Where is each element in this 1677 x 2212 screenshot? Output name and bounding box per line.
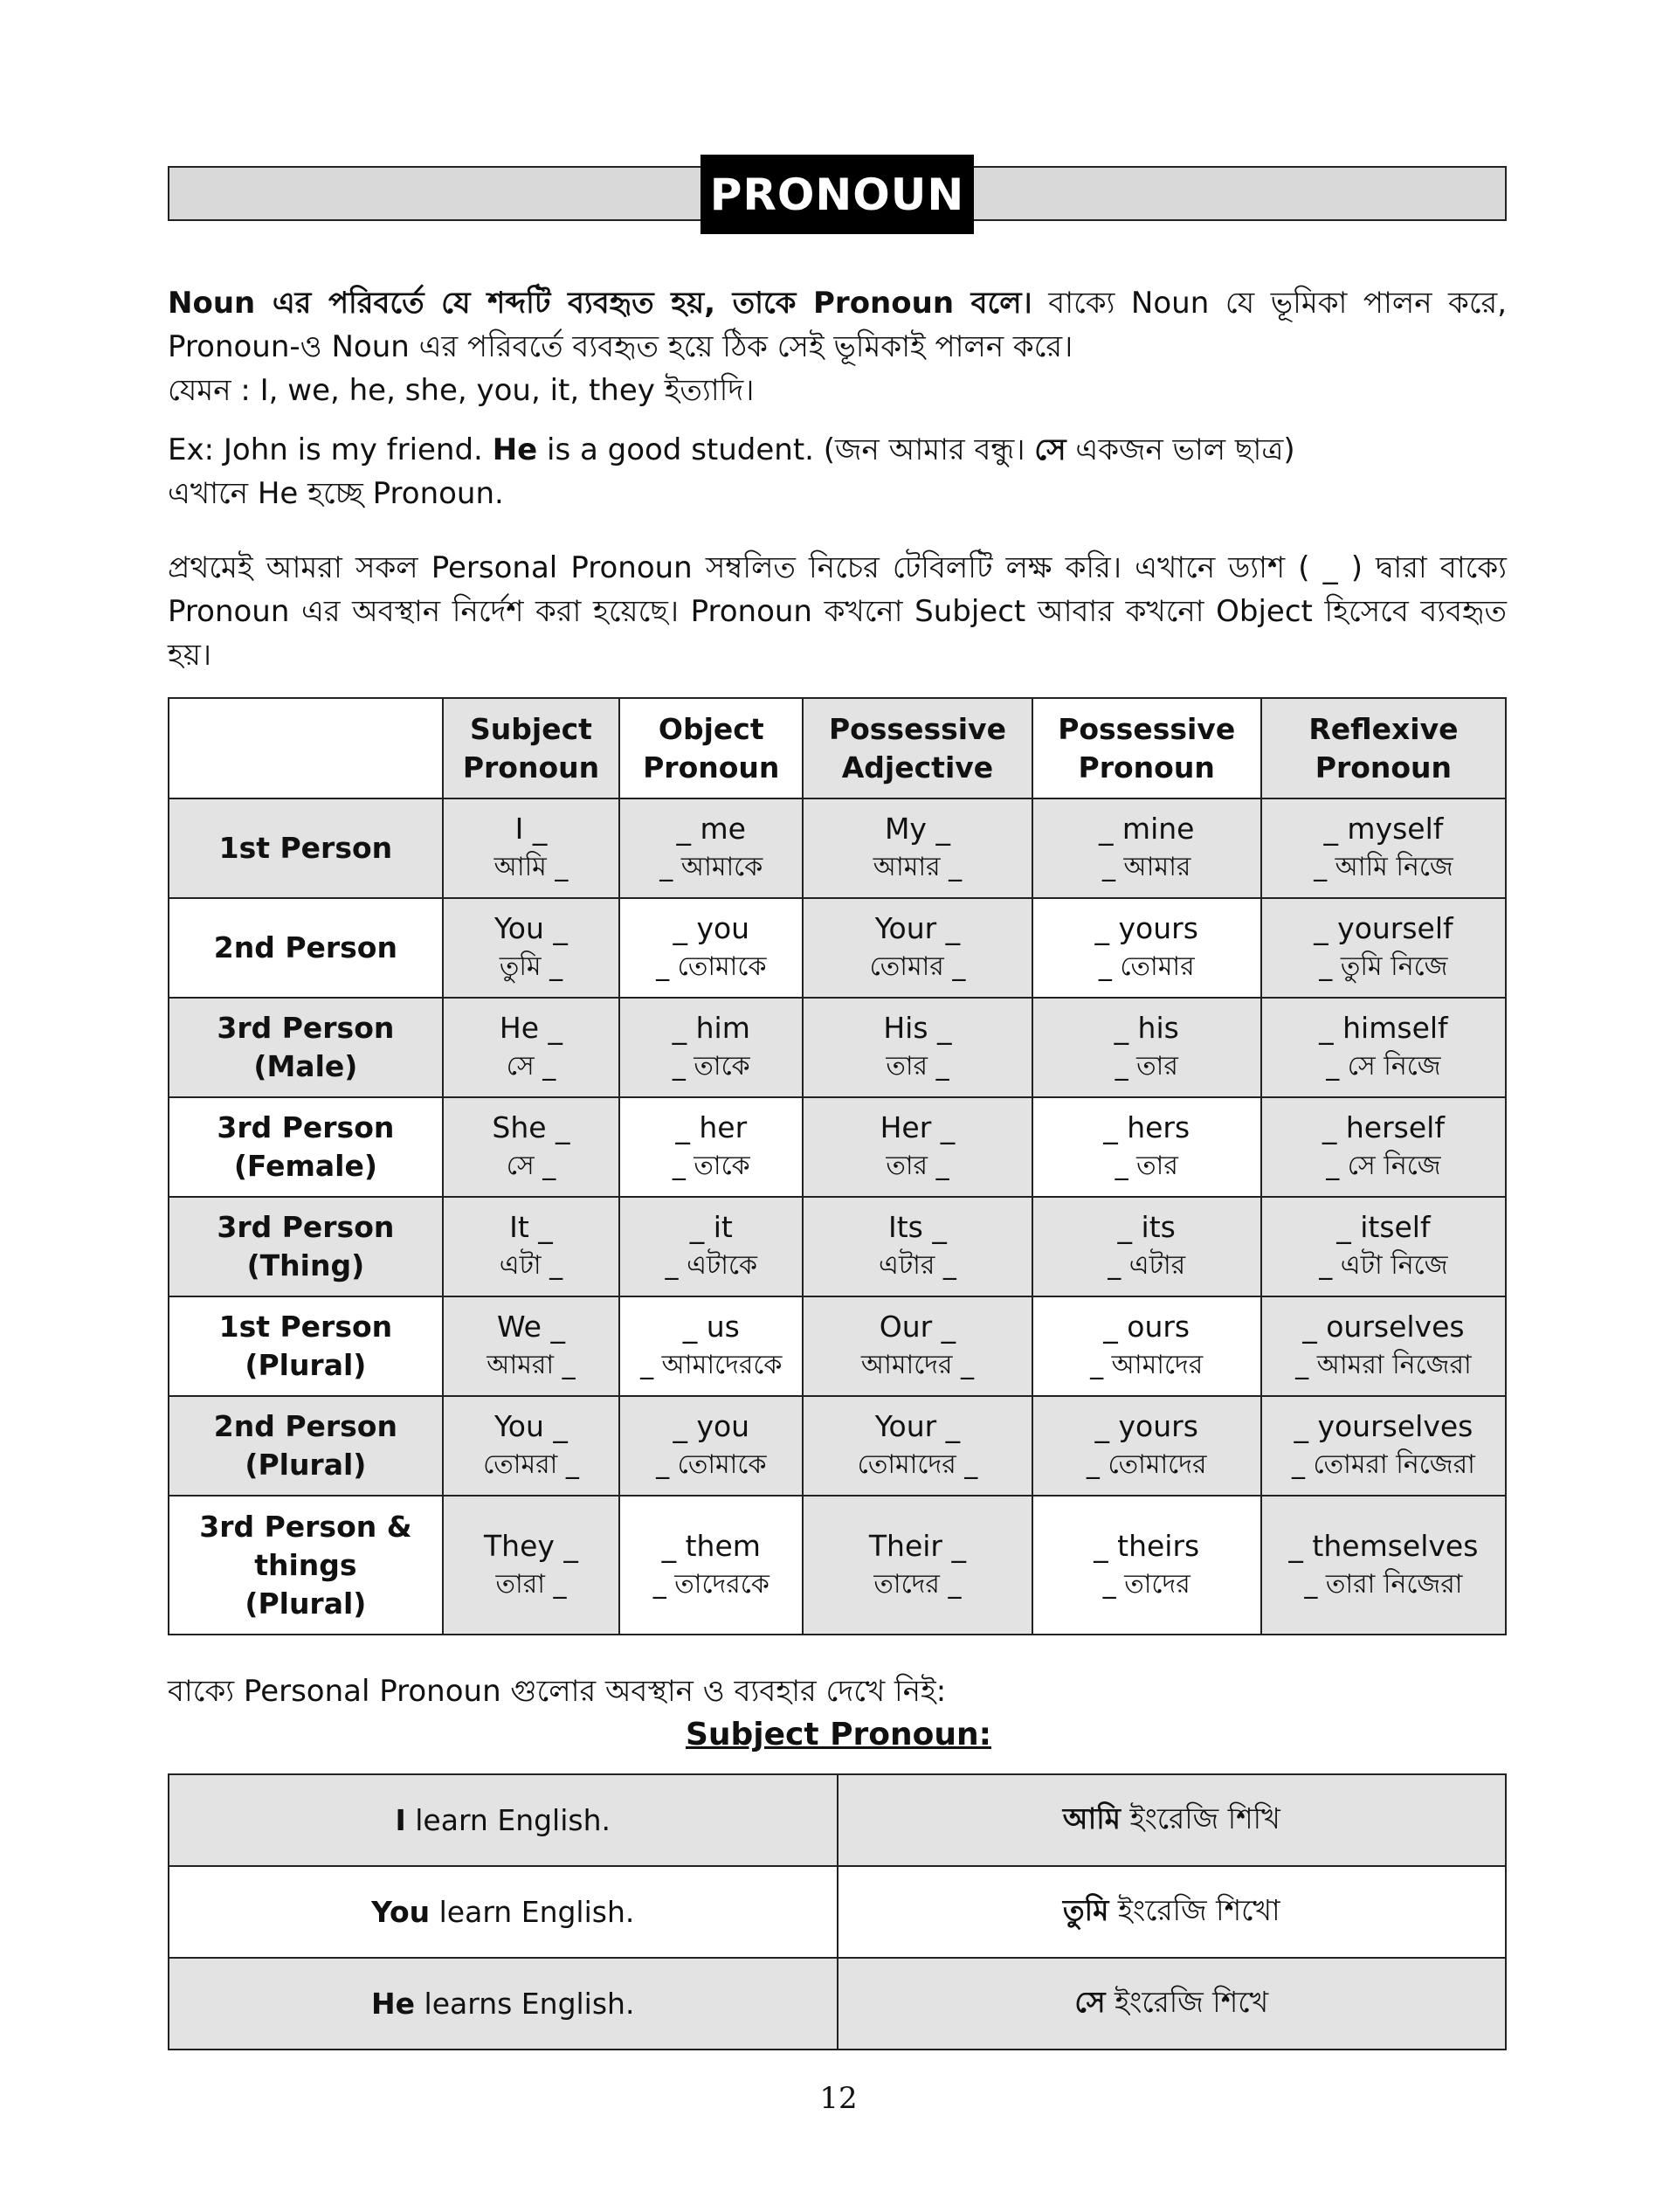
table-cell [803,1396,1032,1496]
table-cell [619,998,803,1097]
row-label-line: 1st Person [218,1310,393,1344]
bangla-form: _ তোমাকে [656,1449,767,1480]
bangla-form: _ আমাকে [659,852,763,882]
table-cell [1032,1296,1261,1396]
row-label-line: 3rd Person [217,1011,395,1045]
table-cell [1261,1396,1506,1496]
table-cell [619,1296,803,1396]
english-form: We _ [496,1310,565,1344]
table-cell [803,1296,1032,1396]
example-row [169,1958,1506,2050]
bangla-form: _ তাদেরকে [652,1568,769,1600]
row-label-line: 3rd Person [217,1210,395,1244]
sentence-rest: learn English. [405,1803,611,1837]
bangla-form: _ সে নিজে [1326,1151,1441,1181]
example-bold: সে [1034,432,1066,467]
row-label [169,1296,443,1396]
english-form: _ theirs [1094,1528,1200,1563]
bangla-form: আমার _ [873,852,963,882]
table-header-row [169,698,1506,798]
bangla-form: _ তোমাদের [1086,1449,1207,1480]
intro-paragraph [168,281,1507,412]
table-cell [443,898,619,998]
bangla-form: _ তুমি নিজে [1319,951,1448,982]
table-intro: প্রথমেই আমরা সকল Personal Pronoun সম্বলিত নিচের টেবিলটি লক্ষ করি। এখানে ড্যাশ ( _ ) দ্বারা বাক্যে Pronoun এর অবস্থান নির্দেশ করা হয়েছে। Pronoun কখনো Subject আবার কখনো Object হিসেবে ব্যবহৃত হয়। [168,550,1507,673]
example-bold: He [492,432,538,467]
row-label-line: (Thing) [246,1248,365,1282]
column-header [1032,698,1261,798]
header-line: Reflexive [1308,711,1459,746]
row-label-line: things [254,1547,357,1582]
table-cell [1032,1197,1261,1296]
english-form: _ its [1117,1210,1176,1244]
english-form: Her _ [880,1110,956,1144]
english-form: _ me [676,812,746,846]
bangla-form: _ তার [1115,1151,1178,1181]
table-cell [619,1396,803,1496]
table-cell [1261,1197,1506,1296]
english-form: You _ [494,911,568,945]
bangla-form: এটার _ [879,1250,956,1281]
table-cell [443,1496,619,1635]
english-form: _ themselves [1288,1528,1479,1563]
table-cell [443,1197,619,1296]
subject-word: আমি [1062,1801,1121,1835]
bangla-sentence [838,1958,1507,2050]
english-form: Its _ [888,1210,947,1244]
row-label-line: 2nd Person [213,1409,397,1443]
bangla-form: _ তাদের [1102,1568,1190,1600]
sentence-rest: learns English. [415,1987,635,2021]
english-sentence [169,1866,838,1958]
table-cell [803,1097,1032,1197]
english-form: _ yours [1094,911,1198,945]
row-label-line: (Male) [253,1049,358,1083]
example-text: Ex: John is my friend. [168,432,493,467]
bangla-form: সে _ [506,1051,556,1082]
subject-word: You [371,1895,431,1929]
header-line: Pronoun [643,750,780,785]
examples-line: যেমন : I, we, he, she, you, it, they ইত্যাদি। [168,373,755,408]
bangla-form: _ সে নিজে [1326,1051,1441,1082]
bangla-form: আমরা _ [487,1350,576,1380]
example-row [169,1866,1506,1958]
table-cell [1032,998,1261,1097]
table-cell [803,898,1032,998]
bangla-form: _ এটা নিজে [1319,1250,1448,1281]
sentence-rest: ইংরেজি শিখি [1120,1801,1280,1835]
english-form: It _ [509,1210,553,1244]
table-cell [1032,1396,1261,1496]
table-cell [803,1496,1032,1635]
table-cell [1261,798,1506,898]
english-form: _ yourself [1314,911,1453,945]
table-cell [803,998,1032,1097]
table-row [169,1097,1506,1197]
row-label [169,798,443,898]
row-label [169,1097,443,1197]
table-cell [619,1197,803,1296]
english-form: _ it [689,1210,733,1244]
english-form: He _ [499,1011,563,1045]
english-form: _ yours [1094,1409,1198,1443]
bangla-form: সে _ [506,1151,556,1181]
bangla-form: তারা _ [495,1568,567,1600]
table-cell [619,798,803,898]
bangla-form: _ আমাদেরকে [640,1350,783,1380]
row-label-line: 2nd Person [213,930,397,964]
table-cell [1261,898,1506,998]
bangla-form: _ তার [1115,1051,1178,1082]
bangla-form: আমাদের _ [860,1350,975,1380]
bangla-form: _ তাকে [672,1051,750,1082]
subject-word: I [395,1803,406,1837]
row-label-line: (Female) [233,1149,377,1183]
example-text: একজন ভাল ছাত্র) [1066,432,1295,467]
english-form: _ her [675,1110,748,1144]
bangla-form: _ আমরা নিজেরা [1295,1350,1472,1380]
table-row [169,898,1506,998]
english-form: _ us [682,1310,740,1344]
table-cell [1032,898,1261,998]
table-cell [443,1296,619,1396]
bangla-form: _ তোমরা নিজেরা [1291,1449,1475,1480]
sentence-rest: ইংরেজি শিখে [1105,1984,1269,2019]
bangla-form: _ এটার [1108,1250,1186,1281]
row-label [169,1396,443,1496]
header-line: Adjective [841,750,994,785]
row-label [169,898,443,998]
page-title: PRONOUN [700,155,974,234]
english-form: _ yourselves [1294,1409,1473,1443]
column-header [619,698,803,798]
column-header [443,698,619,798]
table-cell [443,1396,619,1496]
row-label-line: 1st Person [218,831,393,865]
table-cell [619,898,803,998]
example-paragraph [168,428,1507,515]
row-label [169,1197,443,1296]
table-row [169,1496,1506,1635]
table-cell [619,1496,803,1635]
english-form: _ him [672,1011,750,1045]
table-row [169,798,1506,898]
table-cell [1032,1097,1261,1197]
english-form: _ itself [1336,1210,1431,1244]
header-line: Possessive [828,711,1006,746]
bangla-form: তুমি _ [499,951,563,982]
table-cell [803,798,1032,898]
example-note: এখানে He হচ্ছে Pronoun. [168,476,504,511]
bangla-form: তাদের _ [873,1568,962,1600]
bangla-sentence [838,1774,1507,1866]
bangla-form: এটা _ [499,1250,563,1281]
english-form: _ them [661,1528,761,1563]
row-label-line: (Plural) [245,1448,367,1482]
usage-intro: বাক্যে Personal Pronoun গুলোর অবস্থান ও ব্যবহার দেখে নিই: [168,1674,947,1709]
bangla-form: _ তোমার [1098,951,1195,982]
column-header [803,698,1032,798]
example-row [169,1774,1506,1866]
bangla-sentence [838,1866,1507,1958]
english-form: _ you [673,911,750,945]
english-form: I _ [514,812,548,846]
table-row [169,1296,1506,1396]
english-form: _ you [673,1409,750,1443]
header-line: Pronoun [1315,750,1453,785]
row-label [169,1496,443,1635]
bangla-form: _ আমাদের [1090,1350,1204,1380]
english-form: _ herself [1322,1110,1445,1144]
table-row [169,1197,1506,1296]
english-form: They _ [484,1528,578,1563]
table-cell [1032,798,1261,898]
example-table [168,1773,1507,2050]
header-line: Object [658,711,764,746]
table-row [169,998,1506,1097]
english-sentence [169,1774,838,1866]
english-form: My _ [884,812,950,846]
definition-rest: বাক্যে Noun যে ভূমিকা পালন করে, Pronoun-ও Noun এর পরিবর্তে ব্যবহৃত হয়ে ঠিক সেই ভূমিকাই পালন করে। [168,286,1508,364]
column-header [1261,698,1506,798]
english-form: She _ [492,1110,570,1144]
bangla-form: তোমাদের _ [857,1449,978,1480]
english-form: His _ [883,1011,952,1045]
english-form: _ mine [1098,812,1195,846]
header-line: Pronoun [462,750,600,785]
english-form: Your _ [874,911,961,945]
english-form: _ his [1114,1011,1179,1045]
english-form: _ myself [1323,812,1444,846]
bangla-form: _ তাকে [672,1151,750,1181]
table-cell [1032,1496,1261,1635]
header-line: Subject [470,711,592,746]
english-form: _ himself [1319,1011,1448,1045]
row-label-line: (Plural) [245,1348,367,1382]
english-form: Our _ [879,1310,956,1344]
pronoun-table [168,697,1507,1635]
subject-word: He [371,1987,416,2021]
bangla-form: তোমরা _ [483,1449,579,1480]
row-label-line: 3rd Person [217,1110,395,1144]
row-label [169,998,443,1097]
table-cell [1261,1097,1506,1197]
header-line: Possessive [1058,711,1236,746]
sentence-rest: learn English. [430,1895,635,1929]
english-form: Their _ [868,1528,966,1563]
english-form: _ ours [1103,1310,1190,1344]
english-sentence [169,1958,838,2050]
bangla-form: তোমার _ [869,951,966,982]
table-cell [443,998,619,1097]
row-label-line: 3rd Person & [199,1509,412,1544]
subject-word: সে [1074,1984,1106,2019]
bangla-form: তার _ [886,1051,949,1082]
bangla-form: তার _ [886,1151,949,1181]
bangla-form: _ তারা নিজেরা [1304,1568,1463,1600]
table-cell [443,798,619,898]
english-form: Your _ [874,1409,961,1443]
english-form: _ hers [1103,1110,1190,1144]
section-heading: Subject Pronoun: [685,1717,992,1752]
table-row [169,1396,1506,1496]
sentence-rest: ইংরেজি শিখো [1108,1892,1280,1927]
page-number: 12 [819,2081,858,2116]
bangla-form: _ আমি নিজে [1314,852,1453,882]
table-cell [1261,1496,1506,1635]
bangla-form: _ তোমাকে [656,951,767,982]
english-form: _ ourselves [1302,1310,1465,1344]
subject-word: তুমি [1062,1892,1109,1927]
corner-cell [169,698,443,798]
english-form: You _ [494,1409,568,1443]
header-line: Pronoun [1078,750,1215,785]
table-cell [619,1097,803,1197]
table-cell [443,1097,619,1197]
table-cell [803,1197,1032,1296]
example-text: is a good student. (জন আমার বন্ধু। [537,432,1035,467]
table-cell [1261,998,1506,1097]
bangla-form: _ আমার [1102,852,1191,882]
table-cell [1261,1296,1506,1396]
row-label-line: (Plural) [245,1586,367,1621]
bangla-form: _ এটাকে [665,1250,757,1281]
definition-bold: Noun এর পরিবর্তে যে শব্দটি ব্যবহৃত হয়, তাকে Pronoun বলে। [168,286,1032,321]
bangla-form: আমি _ [493,852,569,882]
